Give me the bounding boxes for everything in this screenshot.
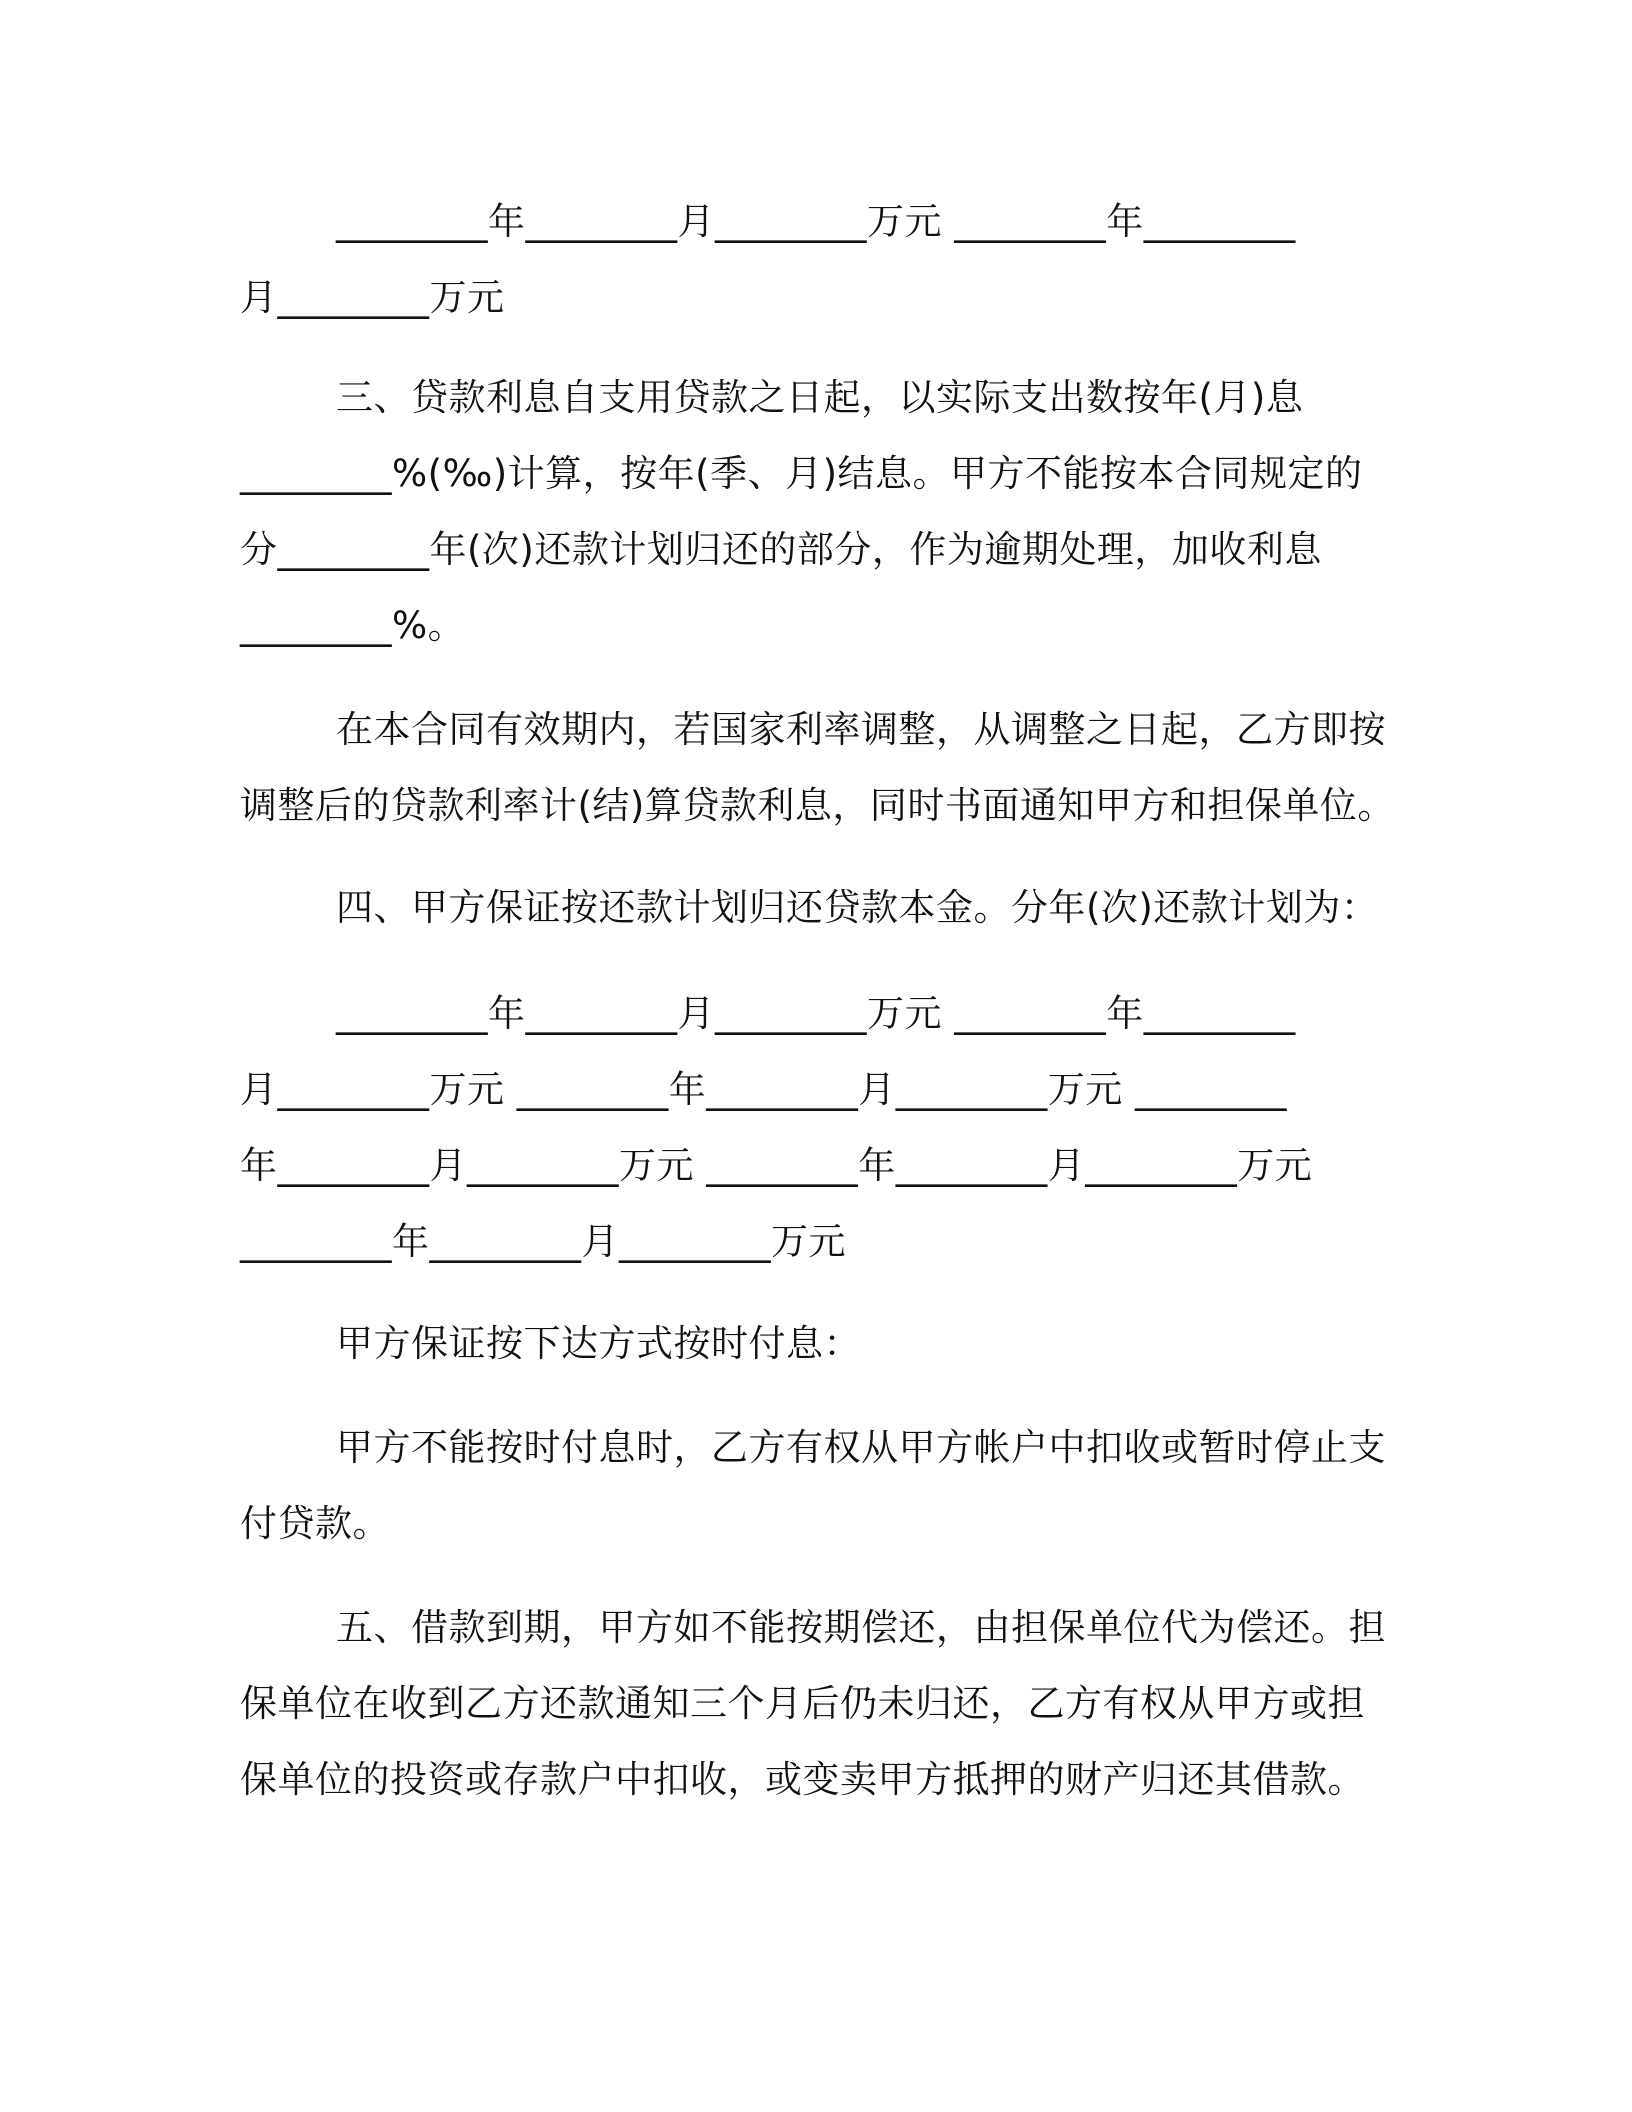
repayment-schedule-line-1: ________年________月________万元 ________年________ [336, 200, 1296, 243]
principal-schedule-line-2: 月________万元 ________年________月________万元 ________ [240, 1068, 1288, 1111]
clause-three-line-4: ________%。 [240, 604, 466, 647]
clause-five-line-3: 保单位的投资或存款户中扣收，或变卖甲方抵押的财产归还其借款。 [240, 1758, 1365, 1801]
principal-schedule-line-4: ________年________月________万元 [240, 1220, 846, 1263]
clause-three-line-1: 三、贷款利息自支用贷款之日起，以实际支出数按年(月)息 [336, 376, 1304, 419]
late-interest-line-2: 付贷款。 [240, 1502, 390, 1545]
clause-three-line-3: 分________年(次)还款计划归还的部分，作为逾期处理，加收利息 [240, 528, 1322, 571]
clause-five-line-2: 保单位在收到乙方还款通知三个月后仍未归还，乙方有权从甲方或担 [240, 1682, 1365, 1725]
rate-adjustment-line-1: 在本合同有效期内，若国家利率调整，从调整之日起，乙方即按 [336, 708, 1386, 751]
interest-payment-line: 甲方保证按下达方式按时付息： [336, 1322, 861, 1365]
principal-schedule-line-1: ________年________月________万元 ________年________ [336, 992, 1296, 1035]
repayment-schedule-line-2: 月________万元 [240, 276, 505, 319]
clause-five-line-1: 五、借款到期，甲方如不能按期偿还，由担保单位代为偿还。担 [336, 1606, 1386, 1649]
late-interest-line-1: 甲方不能按时付息时，乙方有权从甲方帐户中扣收或暂时停止支 [336, 1426, 1386, 1469]
rate-adjustment-line-2: 调整后的贷款利率计(结)算贷款利息，同时书面通知甲方和担保单位。 [240, 784, 1395, 827]
clause-three-line-2: ________%(‰)计算，按年(季、月)结息。甲方不能按本合同规定的 [240, 452, 1363, 495]
principal-schedule-line-3: 年________月________万元 ________年________月________万元 [240, 1144, 1313, 1187]
clause-four-line-1: 四、甲方保证按还款计划归还贷款本金。分年(次)还款计划为： [336, 886, 1379, 929]
